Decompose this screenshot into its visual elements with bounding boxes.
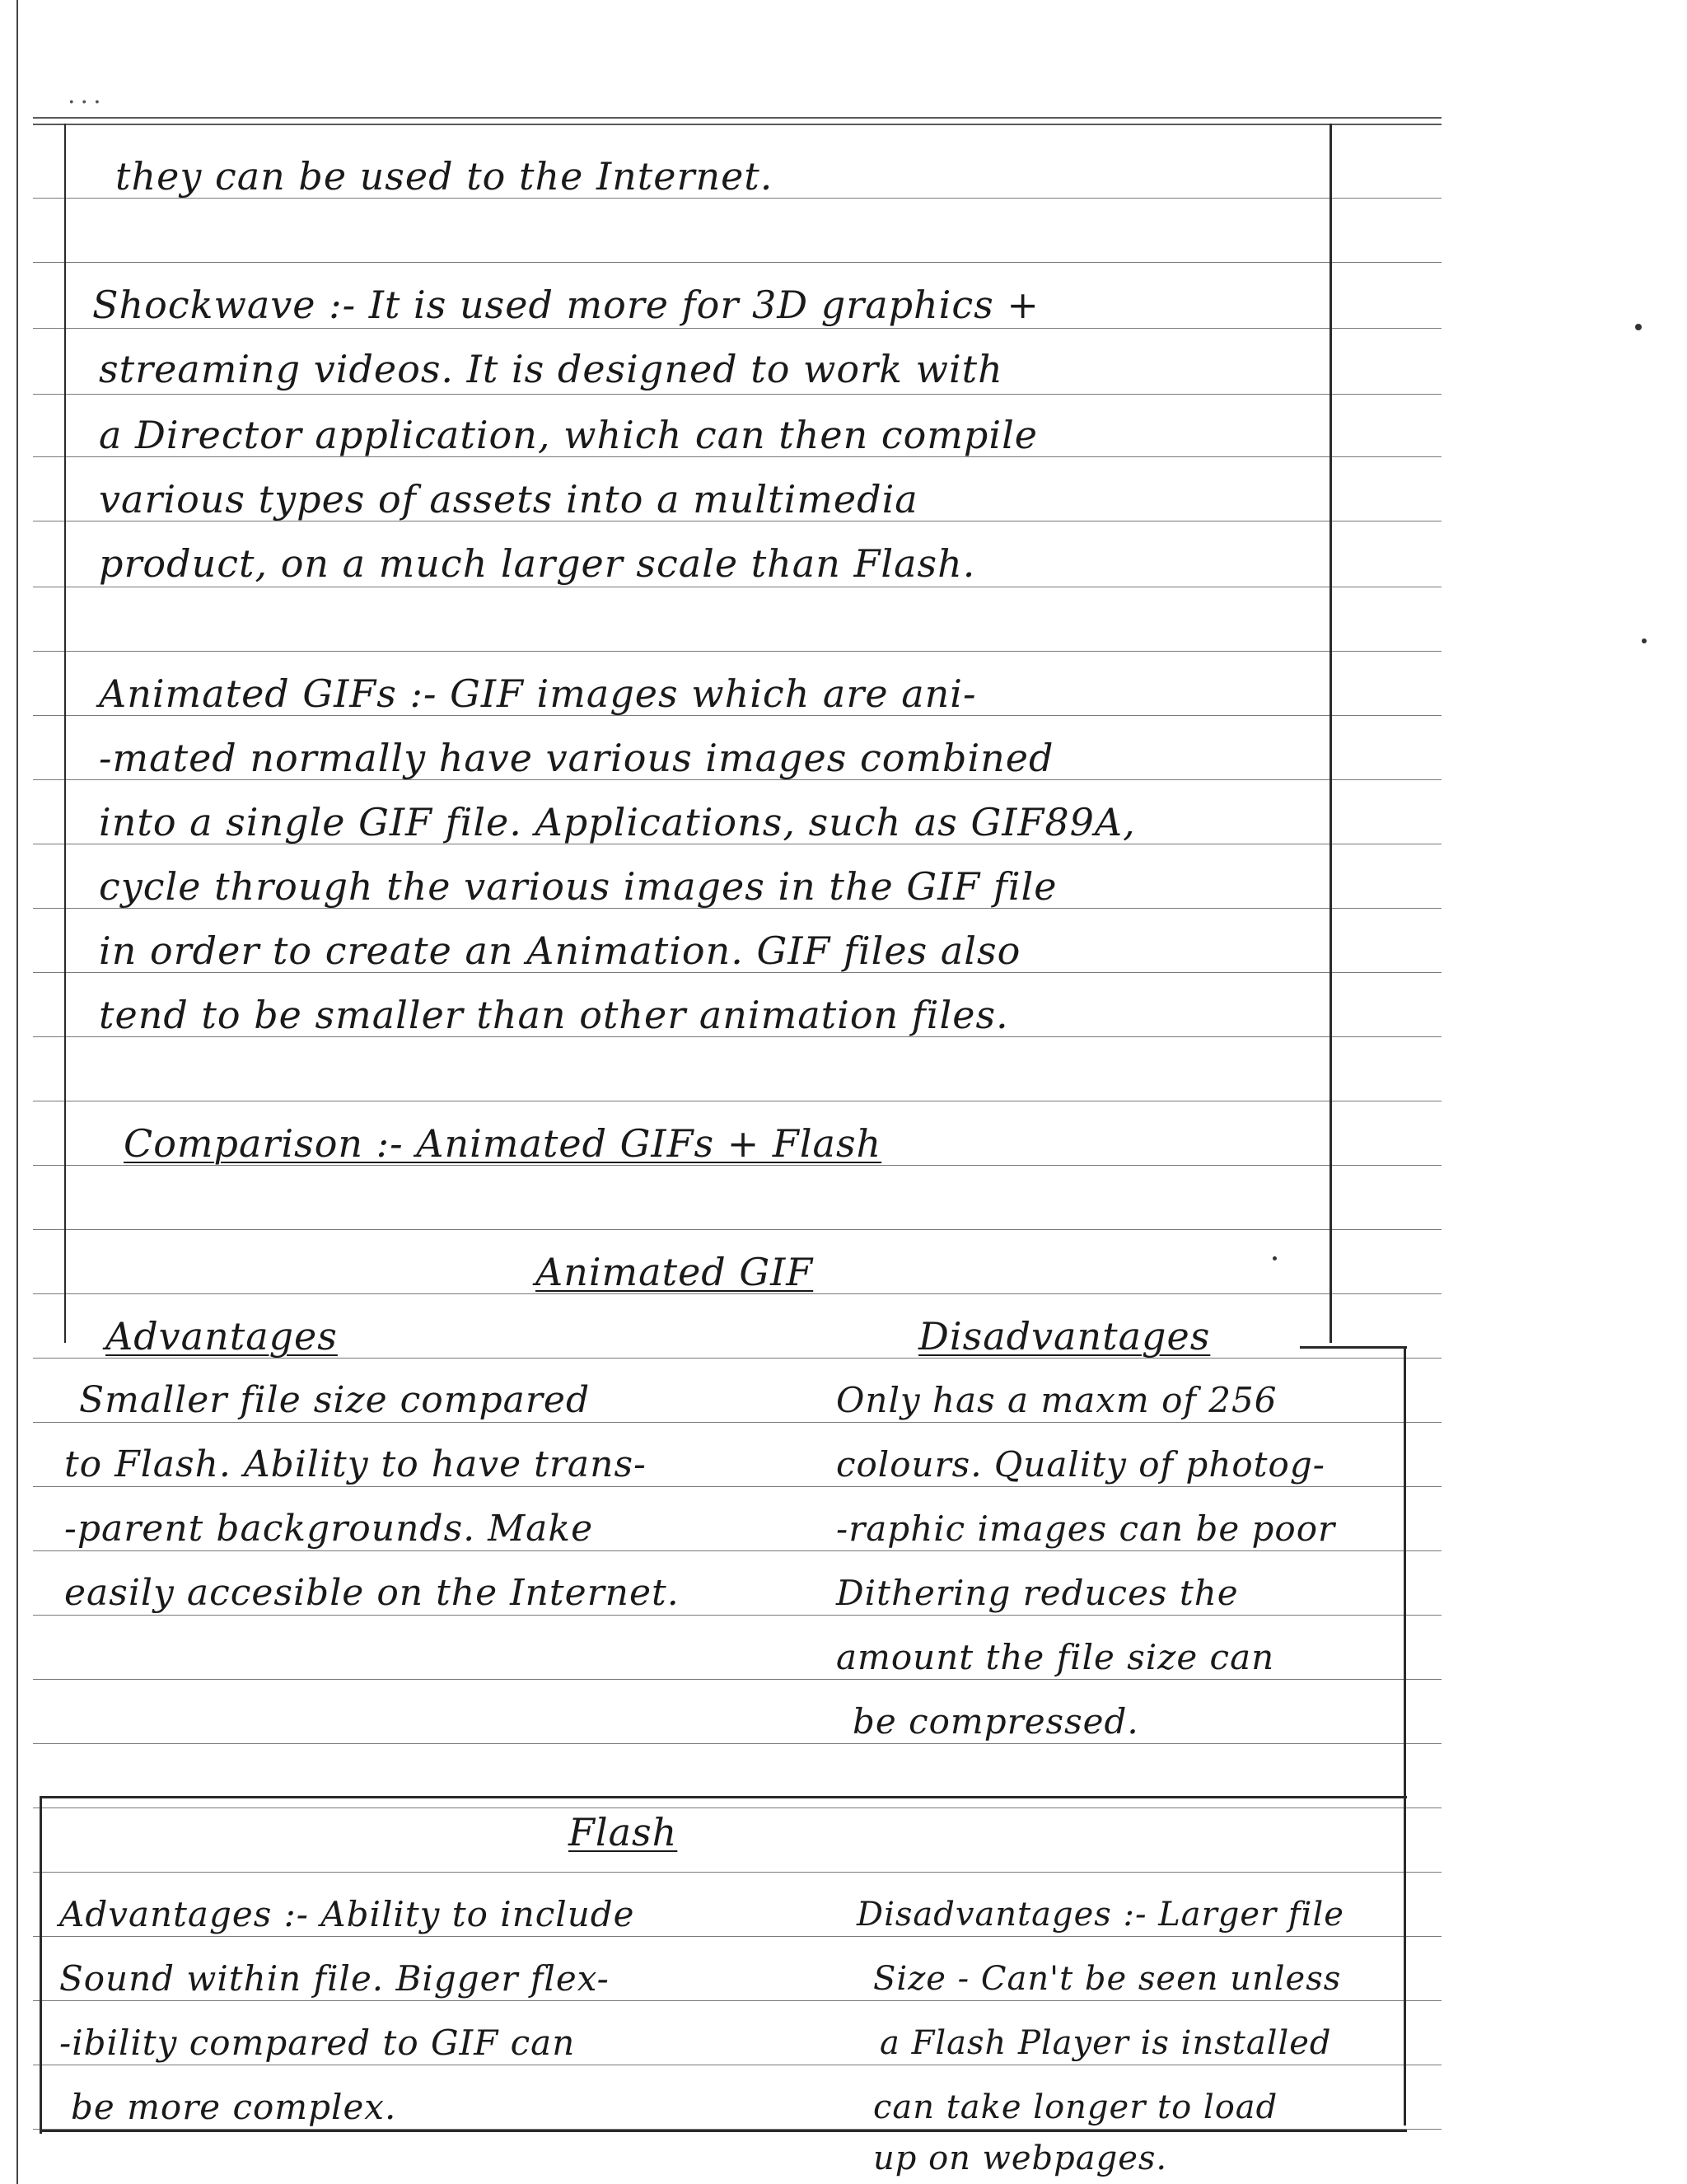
flash-disadvantage-line-2: Size - Can't be seen unless <box>873 1960 1342 1998</box>
flash-box-top-border <box>40 1796 1407 1798</box>
left-margin-line <box>16 0 18 2184</box>
gif-disadvantage-line-4: Dithering reduces the <box>836 1573 1239 1613</box>
gif-disadvantage-line-2: colours. Quality of photog- <box>836 1444 1325 1485</box>
ruled-line <box>33 124 1442 125</box>
gif-disadvantage-line-6: be compressed. <box>853 1701 1139 1742</box>
box-border-segment <box>1300 1346 1407 1349</box>
shockwave-line-2: streaming videos. It is designed to work with <box>99 347 1003 391</box>
flash-section-title: Flash <box>568 1810 678 1854</box>
ruled-line <box>33 1872 1442 1873</box>
gif-advantages-heading: Advantages <box>105 1314 338 1359</box>
ruled-line <box>33 394 1442 395</box>
gif-disadvantage-line-1: Only has a maxm of 256 <box>836 1380 1278 1420</box>
flash-box-left-border <box>40 1796 42 2134</box>
speck <box>1635 324 1642 330</box>
ruled-line <box>33 328 1442 329</box>
flash-box-right-border <box>1404 1796 1406 2126</box>
gifs-line-1: Animated GIFs :- GIF images which are ani- <box>99 671 977 716</box>
flash-disadvantage-line-1: Disadvantages :- Larger file <box>857 1896 1344 1934</box>
gif-disadvantage-line-5: amount the file size can <box>836 1637 1275 1677</box>
box-right-border <box>1330 124 1332 1343</box>
ruled-line <box>33 262 1442 263</box>
flash-advantage-line-4: be more complex. <box>71 2087 397 2127</box>
gifs-line-2: -mated normally have various images combined <box>99 736 1054 780</box>
intro-line: they can be used to the Internet. <box>115 154 773 199</box>
flash-disadvantage-line-4: can take longer to load <box>873 2088 1278 2126</box>
hand-drawn-margin-line <box>64 124 66 1343</box>
gif-disadvantage-line-3: -raphic images can be poor <box>836 1508 1336 1549</box>
gif-disadvantages-heading: Disadvantages <box>918 1314 1211 1359</box>
flash-advantage-line-1: Advantages :- Ability to include <box>59 1894 635 1934</box>
gifs-line-3: into a single GIF file. Applications, such as GIF89A, <box>99 800 1136 844</box>
shockwave-line-3: a Director application, which can then compile <box>99 413 1039 457</box>
ruled-line <box>33 651 1442 652</box>
gifs-line-4: cycle through the various images in the GIF file <box>99 864 1058 909</box>
gif-advantage-line-2: to Flash. Ability to have trans- <box>64 1443 647 1485</box>
gif-section-title: Animated GIF <box>535 1250 814 1294</box>
shockwave-line-5: product, on a much larger scale than Flash. <box>99 541 976 586</box>
ruled-line <box>33 1229 1442 1230</box>
gif-advantage-line-4: easily accesible on the Internet. <box>64 1572 680 1614</box>
flash-advantage-line-3: -ibility compared to GIF can <box>59 2023 576 2063</box>
gif-advantage-line-1: Smaller file size compared <box>79 1379 591 1421</box>
ruled-line <box>33 117 1442 119</box>
speck <box>1642 638 1647 643</box>
flash-advantage-line-2: Sound within file. Bigger flex- <box>59 1958 610 1999</box>
comparison-title: Comparison :- Animated GIFs + Flash <box>124 1121 882 1166</box>
flash-disadvantage-line-3: a Flash Player is installed <box>880 2024 1332 2062</box>
stray-dots: ... <box>68 81 106 110</box>
shockwave-line-4: various types of assets into a multimedia <box>99 477 918 521</box>
gifs-line-6: tend to be smaller than other animation files. <box>99 993 1009 1037</box>
flash-disadvantage-line-5: up on webpages. <box>873 2140 1168 2177</box>
gifs-line-5: in order to create an Animation. GIF files also <box>99 928 1021 973</box>
gif-advantage-line-3: -parent backgrounds. Make <box>64 1508 594 1550</box>
shockwave-line-1: Shockwave :- It is used more for 3D graphics + <box>92 283 1040 327</box>
speck <box>1273 1256 1277 1260</box>
ruled-line <box>33 1743 1442 1744</box>
